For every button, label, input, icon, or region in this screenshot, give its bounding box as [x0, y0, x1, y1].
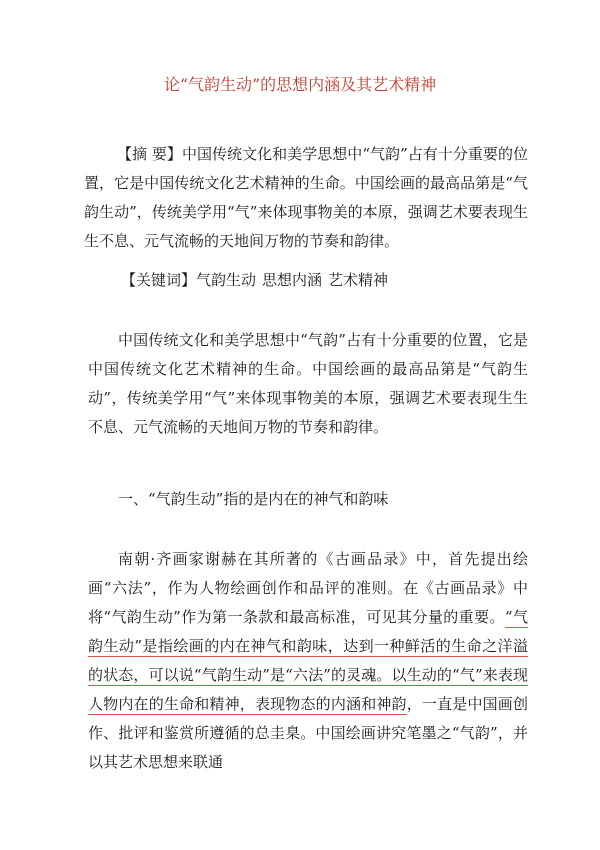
section-heading: 一、“气韵生动”指的是内在的神气和韵味 [118, 490, 389, 508]
keyword-item: 气韵生动 [196, 271, 257, 289]
underlined-passage: “气韵生动”是指绘画的内在神气和韵味，达到一种鲜活的生命之洋溢的状态，可以说“气韵生动”是“六法”的灵魂。以生动的“气”来表现人物内在的生命和精神，表现物态的内涵和神韵 [88, 608, 529, 713]
section-text-after: ，一直是中国画创作、批评和鉴赏所遵循的总圭臬。中国绘画讲究笔墨之“气韵”，并以其艺术思想来联通 [88, 695, 528, 771]
abstract-paragraph [84, 140, 528, 256]
section-text-before: 南朝·齐画家谢赫在其所著的《古画品录》中，首先提出绘画“六法”，作为人物绘画创作和品评的准则。在《古画品录》中将“气韵生动”作为第一条款和最高标准，可见其分量的重要。 [88, 550, 528, 626]
document-title: 论“气韵生动”的思想内涵及其艺术精神 [163, 75, 437, 94]
intro-paragraph: 中国传统文化和美学思想中“气韵”占有十分重要的位置，它是中国传统文化艺术精神的生命。中国绘画的最高品第是“气韵生动”，传统美学用“气”来体现事物美的本原，强调艺术要表现生生不息、元气流畅的天地间万物的节奏和韵律。 [88, 331, 528, 436]
section-body-paragraph [88, 545, 528, 777]
abstract-label: 【摘 要】 [117, 145, 182, 163]
keyword-item: 思想内涵 [262, 271, 323, 289]
keyword-item: 艺术精神 [328, 271, 389, 289]
abstract-text: 中国传统文化和美学思想中“气韵”占有十分重要的位置，它是中国传统文化艺术精神的生命。中国绘画的最高品第是“气韵生动”，传统美学用“气”来体现事物美的本原，强调艺术要表现生生不息、元气流畅的天地间万物的节奏和韵律。 [84, 145, 528, 250]
keywords-label: 【关键词】 [121, 271, 197, 289]
keywords-line [121, 266, 541, 295]
